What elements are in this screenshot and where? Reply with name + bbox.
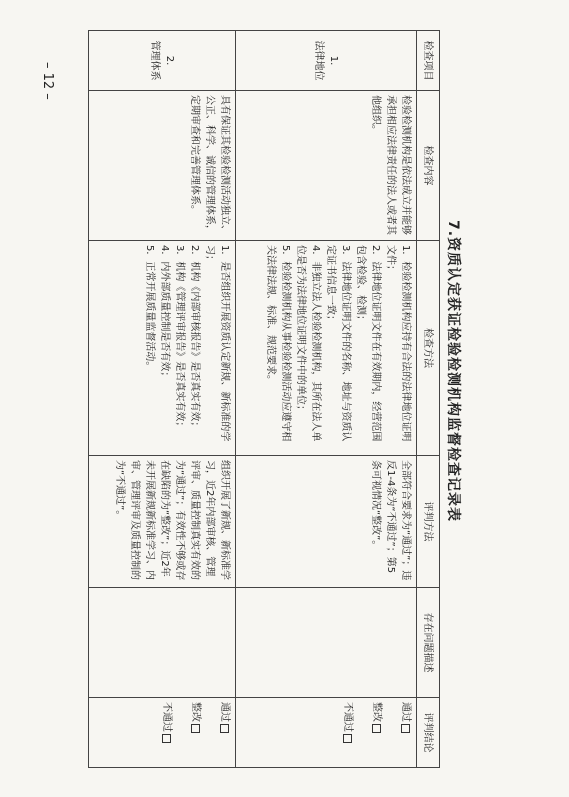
header-judge: 评判方法 [417,456,440,588]
result-option[interactable]: 整改 [188,702,203,763]
result-option[interactable]: 不通过 [159,702,174,763]
method-line: 4．非独立法人检验检测机构，其所在法人单位是否为法律地位证明文件中的单位； [295,245,321,442]
table-header-row [417,31,440,768]
row-problem[interactable] [235,588,416,698]
method-line: 2．法律地位证明文件在有效期内，经营范围包含检验、检测； [355,245,381,442]
record-form [88,30,466,767]
inspection-table [88,30,440,768]
method-line: 1．是否组织开展资质认定新规、新标准的学习； [203,245,230,442]
header-item: 检查项目 [417,31,440,91]
table-row [89,31,236,768]
checkbox-icon[interactable] [191,724,200,733]
method-line: 1．检验检测机构应持有合法的法律地位证明文件； [385,245,411,442]
method-line: 3．机构《管理评审报告》是否真实有效； [173,245,185,432]
page-title: 7.资质认定获证检验检测机构监督检查记录表 [445,220,461,523]
checkbox-icon[interactable] [373,724,382,733]
method-line: 3．法律地位证明文件的名称、地址与资质认定证书信息一致； [325,245,351,442]
checkbox-icon[interactable] [402,724,411,733]
table-row [235,31,416,768]
row-result [235,698,416,768]
checkbox-icon[interactable] [162,734,171,743]
header-problem: 存在问题描述 [417,588,440,698]
header-method: 检查方法 [417,241,440,456]
header-result: 评判结论 [417,698,440,768]
row-content: 检验检测机构是依法成立并能够承担相应法律责任的法人或者其他组织。 [235,91,416,241]
row-methods [235,241,416,456]
row-item: 1. 法律地位 [235,31,416,91]
result-option[interactable]: 通过 [217,702,232,763]
row-content: 具有保证其检验检测活动独立、公正、科学、诚信的管理体系，定期审查和完善管理体系。 [89,91,236,241]
result-option[interactable]: 通过 [398,702,413,763]
row-methods [89,241,236,456]
header-content: 检查内容 [417,91,440,241]
method-line: 5．检验检测机构从事检验检测活动应遵守相关法律法规、标准、规范要求。 [265,245,291,442]
row-judge: 组织开展了新规、新标准学习，近2年内部审核、管理评审、质量控制真实有效的为“通过”；有效性不够或存在缺陷的为“整改”；近2年未开展新规新标准学习、内审、管理评审及质量控制的为“不通过”。 [89,456,236,588]
method-line: 4．内外部质量控制是否有效； [158,245,170,382]
rotated-page [88,30,466,767]
method-line: 5．正常开展质量监督活动。 [143,245,155,372]
checkbox-icon[interactable] [344,734,353,743]
row-result [89,698,236,768]
checkbox-icon[interactable] [220,724,229,733]
result-option[interactable]: 不通过 [340,702,355,763]
method-line: 2．机构《内部审核报告》是否真实有效； [188,245,200,432]
row-judge: 全部符合要求为“通过”；违反1-4条为“不通过”；第5条可视情况“整改”。 [235,456,416,588]
row-problem[interactable] [89,588,236,698]
row-item: 2. 管理体系 [89,31,236,91]
result-option[interactable]: 整改 [369,702,384,763]
page-number: – 12 – [40,62,55,100]
